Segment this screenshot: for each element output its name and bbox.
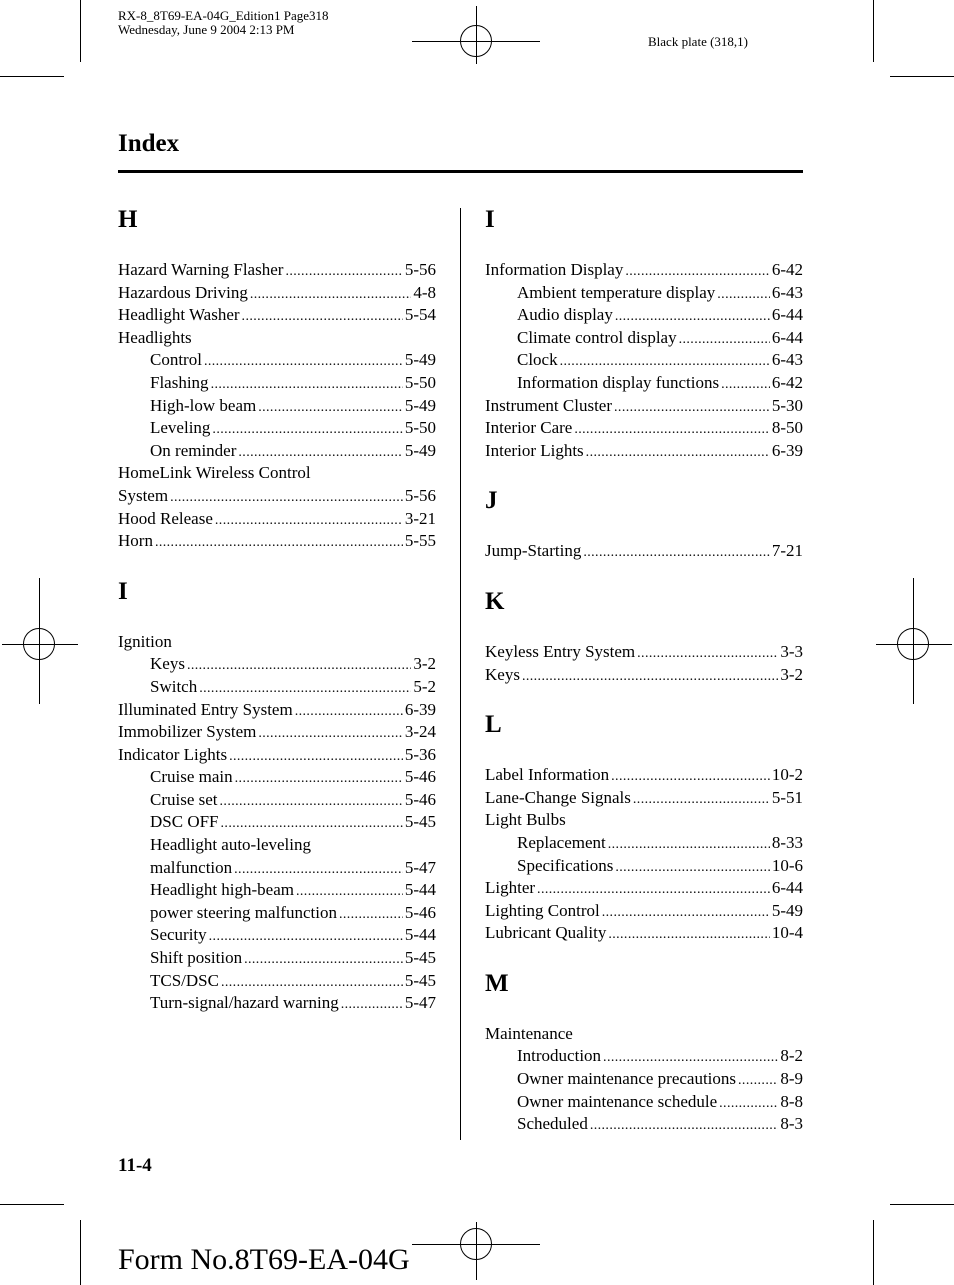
leader-dots	[625, 259, 769, 284]
leader-dots	[611, 764, 770, 789]
index-entry	[118, 349, 436, 372]
index-entry	[485, 1091, 803, 1114]
entry-label: Jump-Starting	[485, 541, 582, 561]
index-entry	[118, 259, 436, 282]
entry-label: Flashing	[150, 372, 209, 392]
leader-dots	[608, 922, 770, 947]
leader-dots	[608, 832, 770, 857]
section-letter: J	[485, 487, 498, 515]
index-entry	[118, 766, 436, 789]
index-entry	[118, 992, 436, 1015]
index-entry	[485, 855, 803, 878]
entry-page: 5-30	[771, 395, 803, 415]
entry-label: Interior Lights	[485, 440, 584, 460]
entry-label: power steering malfunction	[150, 902, 337, 922]
entry-label: Headlight Washer	[118, 305, 240, 325]
index-entry	[485, 440, 803, 463]
entry-label: Keys	[485, 664, 520, 684]
section-letter: L	[485, 711, 502, 739]
entry-page: 5-47	[404, 857, 436, 877]
leader-dots	[258, 721, 402, 746]
index-entry	[118, 811, 436, 834]
index-entry	[118, 304, 436, 327]
entry-page: 5-50	[404, 372, 436, 392]
leader-dots	[211, 372, 403, 397]
plate-label: Black plate (318,1)	[648, 34, 748, 49]
entry-label: Hazard Warning Flasher	[118, 260, 284, 279]
index-entry	[485, 787, 803, 810]
print-date-line: Wednesday, June 9 2004 2:13 PM	[118, 22, 295, 37]
leader-dots	[215, 508, 403, 533]
leader-dots	[614, 395, 770, 420]
leader-dots	[590, 1113, 779, 1138]
index-entry	[485, 259, 803, 282]
index-entry	[118, 924, 436, 947]
index-entry	[118, 508, 436, 531]
leader-dots	[721, 372, 770, 397]
index-entry	[118, 744, 436, 767]
entry-page: 5-46	[404, 767, 436, 787]
leader-dots	[522, 664, 778, 689]
entry-page: 5-49	[771, 900, 803, 920]
index-heading: Light Bulbs	[485, 810, 566, 830]
entry-page: 5-36	[404, 744, 436, 764]
title-rule	[118, 170, 803, 173]
leader-dots	[220, 789, 403, 814]
entry-page: 6-39	[404, 699, 436, 719]
index-entry	[485, 282, 803, 305]
entry-label: Information Display	[485, 260, 624, 279]
leader-dots	[295, 699, 403, 724]
leader-dots	[155, 530, 403, 555]
entry-page: 8-8	[780, 1091, 803, 1111]
entry-page: 5-45	[404, 812, 436, 832]
leader-dots	[258, 395, 403, 420]
entry-page: 10-6	[771, 855, 803, 875]
index-heading: Ignition	[118, 631, 172, 651]
entry-page: 10-4	[771, 923, 803, 943]
entry-page: 8-2	[780, 1046, 803, 1066]
leader-dots	[170, 485, 403, 510]
entry-label: Audio display	[517, 305, 613, 325]
entry-page: 6-43	[771, 282, 803, 302]
entry-page: 5-50	[404, 418, 436, 438]
entry-label: System	[118, 485, 169, 505]
index-entry	[118, 947, 436, 970]
entry-page: 5-45	[404, 948, 436, 968]
entry-page: 8-50	[771, 418, 803, 438]
entry-page: 6-43	[771, 350, 803, 370]
entry-label: Turn-signal/hazard warning	[150, 993, 339, 1013]
index-entry	[485, 764, 803, 787]
leader-dots	[586, 440, 770, 465]
entry-page: 5-49	[404, 395, 436, 415]
index-entry	[485, 417, 803, 440]
entry-page: 5-45	[404, 970, 436, 990]
index-right-column	[485, 205, 803, 1136]
index-entry	[118, 857, 436, 880]
index-entry	[485, 832, 803, 855]
entry-page: 4-8	[413, 282, 436, 302]
leader-dots	[602, 900, 770, 925]
leader-dots	[603, 1045, 778, 1070]
entry-page: 5-2	[413, 676, 436, 696]
index-entry	[485, 1045, 803, 1068]
entry-label: Indicator Lights	[118, 744, 228, 764]
entry-label: Hood Release	[118, 508, 213, 528]
index-entry	[118, 970, 436, 993]
entry-label: Instrument Cluster	[485, 395, 613, 415]
entry-label: Control	[150, 350, 202, 370]
leader-dots	[199, 676, 411, 701]
column-divider	[460, 208, 461, 1140]
leader-dots	[738, 1068, 778, 1093]
leader-dots	[615, 855, 770, 880]
index-entry	[485, 1068, 803, 1091]
entry-page: 6-42	[771, 260, 803, 279]
print-file-line: RX-8_8T69-EA-04G_Edition1 Page318	[118, 8, 329, 23]
leader-dots	[719, 1091, 778, 1116]
entry-label: Keyless Entry System	[485, 641, 636, 661]
entry-label: Ambient temperature display	[517, 282, 716, 302]
entry-page: 3-2	[780, 664, 803, 684]
registration-circle	[460, 25, 492, 57]
index-entry	[118, 395, 436, 418]
registration-circle	[460, 1228, 492, 1260]
index-entry	[118, 653, 436, 676]
entry-label: Owner maintenance schedule	[517, 1091, 718, 1111]
leader-dots	[633, 787, 770, 812]
leader-dots	[212, 417, 402, 442]
index-entry	[118, 879, 436, 902]
index-entry	[485, 304, 803, 327]
entry-label: Security	[150, 925, 207, 945]
registration-circle	[897, 628, 929, 660]
entry-page: 10-2	[771, 765, 803, 785]
leader-dots	[221, 970, 403, 995]
section-letter: I	[485, 206, 495, 233]
page-number: 11-4	[118, 1155, 152, 1176]
entry-label: Clock	[517, 350, 558, 370]
entry-label: malfunction	[150, 857, 233, 877]
entry-label: Shift position	[150, 948, 243, 968]
index-entry	[485, 900, 803, 923]
entry-page: 8-9	[780, 1069, 803, 1089]
entry-label: Leveling	[150, 418, 211, 438]
entry-label: Lubricant Quality	[485, 923, 607, 943]
entry-label: TCS/DSC	[150, 970, 219, 990]
leader-dots	[209, 924, 403, 949]
entry-label: Horn	[118, 531, 153, 551]
entry-label: DSC OFF	[150, 812, 219, 832]
index-entry	[485, 922, 803, 945]
leader-dots	[615, 304, 770, 329]
entry-page: 3-2	[413, 654, 436, 674]
entry-label: Owner maintenance precautions	[517, 1069, 737, 1089]
leader-dots	[229, 744, 403, 769]
entry-page: 5-44	[404, 925, 436, 945]
registration-circle	[23, 628, 55, 660]
leader-dots	[637, 641, 778, 666]
index-entry	[118, 282, 436, 305]
section-letter: I	[118, 577, 128, 605]
leader-dots	[204, 349, 403, 374]
leader-dots	[238, 440, 402, 465]
entry-page: 5-56	[404, 260, 436, 279]
entry-label: Cruise set	[150, 789, 218, 809]
leader-dots	[235, 766, 403, 791]
index-heading: Maintenance	[485, 1023, 573, 1043]
index-entry	[118, 699, 436, 722]
entry-label: Label Information	[485, 765, 610, 785]
leader-dots	[221, 811, 403, 836]
crop-mark	[890, 76, 954, 77]
leader-dots	[537, 877, 770, 902]
leader-dots	[296, 879, 403, 904]
entry-page: 3-3	[780, 641, 803, 661]
entry-page: 8-3	[780, 1114, 803, 1134]
entry-page: 5-55	[404, 531, 436, 551]
leader-dots	[339, 902, 403, 927]
index-entry	[118, 902, 436, 925]
index-entry	[485, 372, 803, 395]
index-entry	[485, 877, 803, 900]
entry-page: 6-44	[771, 305, 803, 325]
leader-dots	[717, 282, 770, 307]
index-heading: Headlights	[118, 327, 192, 347]
leader-dots	[250, 282, 412, 307]
entry-label: Interior Care	[485, 418, 573, 438]
crop-mark	[873, 1220, 874, 1285]
index-entry	[485, 327, 803, 350]
leader-dots	[583, 540, 769, 565]
entry-page: 5-49	[404, 350, 436, 370]
index-entry	[118, 417, 436, 440]
crop-mark	[873, 0, 874, 62]
leader-dots	[242, 304, 403, 329]
entry-page: 6-44	[771, 327, 803, 347]
leader-dots	[574, 417, 770, 442]
index-entry	[118, 372, 436, 395]
entry-label: Replacement	[517, 832, 606, 852]
entry-label: Hazardous Driving	[118, 282, 248, 302]
index-entry	[118, 530, 436, 553]
entry-label: Illuminated Entry System	[118, 699, 293, 719]
entry-page: 5-46	[404, 789, 436, 809]
index-entry	[118, 440, 436, 463]
index-entry	[118, 485, 436, 508]
entry-page: 5-51	[771, 787, 803, 807]
index-entry	[485, 641, 803, 664]
entry-page: 3-24	[404, 722, 436, 742]
leader-dots	[679, 327, 770, 352]
entry-page: 8-33	[771, 832, 803, 852]
crop-mark	[0, 1204, 64, 1205]
entry-label: High-low beam	[150, 395, 257, 415]
section-letter: M	[485, 969, 509, 997]
entry-label: On reminder	[150, 440, 237, 460]
entry-page: 5-44	[404, 880, 436, 900]
entry-page: 7-21	[771, 541, 803, 561]
form-number: Form No.8T69-EA-04G	[118, 1243, 410, 1276]
entry-page: 3-21	[404, 508, 436, 528]
index-entry	[485, 395, 803, 418]
entry-label: Introduction	[517, 1046, 602, 1066]
leader-dots	[234, 857, 403, 882]
entry-label: Keys	[150, 654, 185, 674]
entry-label: Lighter	[485, 878, 536, 898]
entry-label: Immobilizer System	[118, 722, 257, 742]
index-heading: Headlight auto-leveling	[150, 835, 311, 855]
entry-label: Lighting Control	[485, 900, 600, 920]
index-heading: HomeLink Wireless Control	[118, 463, 311, 483]
entry-label: Specifications	[517, 855, 614, 875]
leader-dots	[244, 947, 403, 972]
leader-dots	[187, 653, 411, 678]
index-left-column	[118, 205, 436, 1015]
crop-mark	[0, 76, 64, 77]
section-letter: K	[485, 587, 505, 615]
index-entry	[485, 1113, 803, 1136]
leader-dots	[285, 259, 402, 284]
section-letter: H	[118, 206, 138, 233]
entry-label: Switch	[150, 676, 198, 696]
entry-page: 5-46	[404, 902, 436, 922]
entry-label: Scheduled	[517, 1114, 588, 1134]
entry-label: Climate control display	[517, 327, 677, 347]
index-entry	[485, 540, 803, 563]
index-entry	[118, 789, 436, 812]
entry-page: 5-47	[404, 993, 436, 1013]
crop-mark	[890, 1204, 954, 1205]
entry-page: 5-56	[404, 485, 436, 505]
index-entry	[118, 721, 436, 744]
entry-label: Cruise main	[150, 767, 233, 787]
index-entry	[485, 664, 803, 687]
entry-page: 5-49	[404, 440, 436, 460]
crop-mark	[80, 1220, 81, 1285]
entry-label: Information display functions	[517, 372, 720, 392]
entry-page: 5-54	[404, 305, 436, 325]
index-entry	[485, 349, 803, 372]
entry-label: Lane-Change Signals	[485, 787, 631, 807]
leader-dots	[560, 349, 770, 374]
crop-mark	[80, 0, 81, 62]
entry-label: Headlight high-beam	[150, 880, 294, 900]
entry-page: 6-44	[771, 878, 803, 898]
entry-page: 6-42	[771, 372, 803, 392]
index-entry	[118, 676, 436, 699]
entry-page: 6-39	[771, 440, 803, 460]
page-title: Index	[118, 130, 180, 157]
leader-dots	[341, 992, 403, 1017]
